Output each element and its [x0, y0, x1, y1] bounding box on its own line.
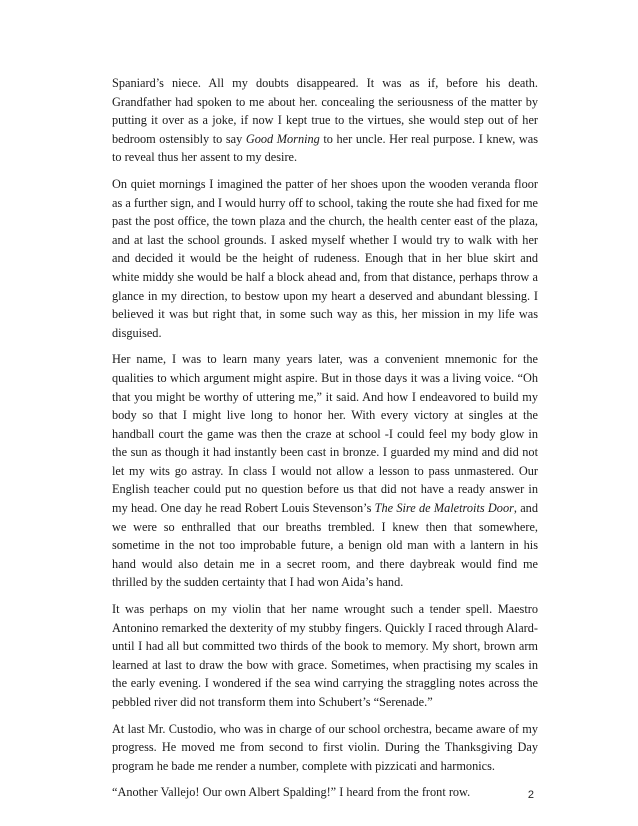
- paragraph-text: “Another Vallejo! Our own Albert Spalding!” I heard from the front row.: [112, 785, 471, 800]
- italic-title: Good Morning: [245, 131, 320, 146]
- paragraph-4: [112, 600, 538, 712]
- paragraph-1: [112, 74, 538, 167]
- paragraph-3: [112, 350, 538, 592]
- paragraph-text: , and we were so enthralled that our breaths trembled. I knew then that somewhere, sometime in the not too improbable future, a benign old man with a lantern in his hand would also detain me in a secret room, and there daybreak would find me thrilled by the sudden certainty that I had won Aida’s hand.: [112, 501, 538, 590]
- paragraph-text: Her name, I was to learn many years later, was a convenient mnemonic for the qualities to which argument might aspire. But in those days it was a living voice. “Oh that you might be worthy of uttering me,” it said. And how I endeavored to build my body so that I might live long to honor her. With every victory at singles at the handball court the game was then the craze at school -I could feel my body glow in the sun as though it had instantly been cast in bronze. I guarded my mind and did not let my wits go astray. In class I would not allow a lesson to pass unmastered. Our English teacher could put no question before us that did not have a ready answer in my head. One day he read Robert Louis Stevenson’s: [112, 352, 538, 516]
- page-number: 2: [527, 789, 534, 801]
- paragraph-text: to her uncle. Her real purpose. I knew, was to reveal thus her assent to my desire.: [112, 131, 538, 165]
- paragraph-6: [112, 783, 538, 802]
- paragraph-5: [112, 720, 538, 776]
- paragraph-text: Spaniard’s niece. All my doubts disappeared. It was as if, before his death. Grandfather had spoken to me about her. concealing the seriousness of the matter by putting it over as a joke, if now I kept true to the virtues, she would step out of her bedroom ostensibly to say: [112, 76, 538, 146]
- paragraph-text: On quiet mornings I imagined the patter of her shoes upon the wooden veranda floor as a further sign, and I would hurry off to school, taking the route she had fixed for me past the post office, the town plaza and the church, the health center east of the plaza, and at last the school grounds. I asked myself whether I would try to walk with her and decided it would be the height of rudeness. Enough that in her blue skirt and white middy she would be half a block ahead and, from that distance, perhaps throw a glance in my direction, to bestow upon my heart a deserved and abundant blessing. I believed it was but right that, in some such way as this, her mission in my life was disguised.: [112, 176, 538, 340]
- paragraph-2: [112, 175, 538, 342]
- paragraph-text: It was perhaps on my violin that her name wrought such a tender spell. Maestro Antonino remarked the dexterity of my stubby fingers. Quickly I raced through Alard-until I had all but committed two thirds of the book to memory. My short, brown arm learned at last to draw the bow with grace. Sometimes, when practising my scales in the early evening. I wondered if the sea wind carrying the straggling notes across the pebbled river did not transform them into Schubert’s “Serenade.”: [112, 602, 538, 709]
- italic-title: The Sire de Maletroits Door: [374, 501, 514, 516]
- paragraph-text: At last Mr. Custodio, who was in charge of our school orchestra, became aware of my progress. He moved me from second to first violin. During the Thanksgiving Day program he bade me render a number, complete with pizzicati and harmonics.: [112, 721, 538, 773]
- body-text: [112, 74, 538, 810]
